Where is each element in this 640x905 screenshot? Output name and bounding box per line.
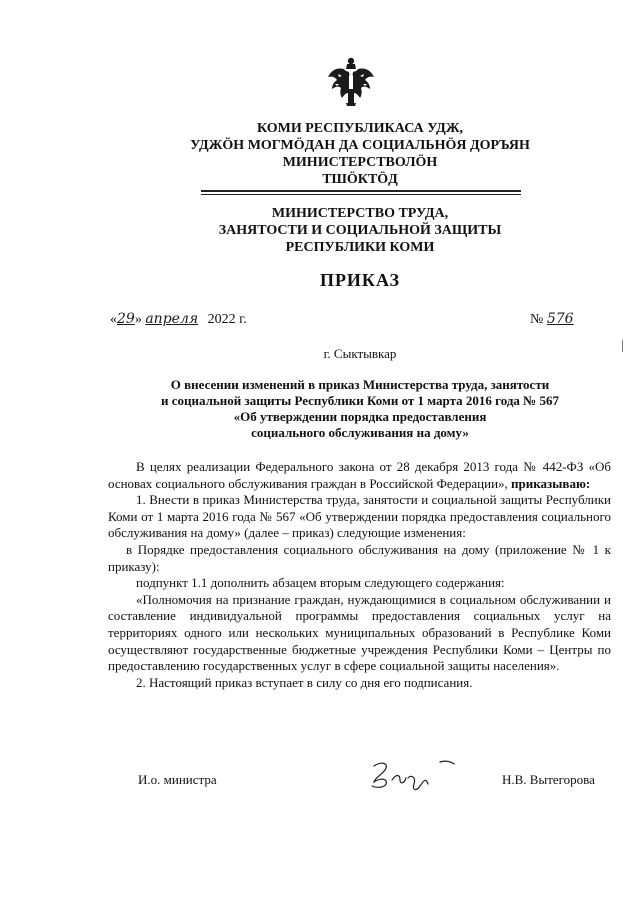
order-body: [108, 459, 611, 691]
paragraph-subitem: подпункт 1.1 дополнить абзацем вторым следующего содержания:: [136, 575, 505, 591]
header-ru-line3: РЕСПУБЛИКИ КОМИ: [285, 240, 435, 255]
header-komi-line3: МИНИСТЕРСТВОЛӦН: [282, 155, 438, 170]
header-ru-line2: ЗАНЯТОСТИ И СОЦИАЛЬНОЙ ЗАЩИТЫ: [218, 223, 502, 238]
paragraph-procedure: в Порядке предоставления социального обслуживания на дому (приложение № 1 к приказу):: [108, 541, 611, 574]
preamble-order-word: приказываю:: [511, 475, 591, 491]
signatory-name: Н.В. Вытегорова: [502, 772, 595, 787]
subject-line3: «Об утверждении порядка предоставления: [233, 409, 487, 424]
paragraph-item-2: 2. Настоящий приказ вступает в силу со дня его подписания.: [136, 674, 473, 690]
paragraph-quote: «Полномочия на признание граждан, нуждающимися в социальном обслуживании и составление индивидуальной программы предоставления социальных услуг на территориях одного или нескольких муниципальных образований в Республике Коми осуществляют государственные бюджетные учреждения Республики Коми – Центры по предоставлению государственных услуг в сфере социальной защиты населения».: [108, 591, 611, 674]
date-day: 29: [117, 311, 135, 327]
order-subject: [100, 377, 620, 441]
subject-line4: социального обслуживания на дому»: [251, 425, 469, 440]
header-divider-thick: [201, 190, 521, 192]
subject-line2: и социальной защиты Республики Коми от 1 марта 2016 года № 567: [160, 393, 559, 408]
paragraph-preamble: [108, 459, 611, 492]
order-title: ПРИКАЗ: [319, 270, 401, 290]
header-divider-thin: [201, 194, 521, 195]
scan-mark: [622, 340, 623, 352]
header-ru-line1: МИНИСТЕРСТВО ТРУДА,: [271, 206, 449, 221]
date-month: апреля: [145, 311, 199, 327]
city: г. Сыктывкар: [323, 346, 397, 361]
order-date: [110, 311, 247, 328]
date-year: 2022 г.: [207, 312, 247, 327]
date-open-quote: «: [110, 312, 117, 327]
handwritten-signature: [366, 756, 461, 796]
komi-coat-of-arms-icon: [326, 55, 376, 107]
preamble-text: В целях реализации Федерального закона от 28 декабря 2013 года № 442-ФЗ «Об основах социального обслуживания граждан в Российской Федерации»,: [108, 459, 611, 491]
header-komi-line2: УДЖӦН МОГМӦДАН ДА СОЦИАЛЬНӦЯ ДОРЪЯН: [190, 138, 530, 153]
paragraph-item-1: 1. Внести в приказ Министерства труда, занятости и социальной защиты Республики Коми от 1 марта 2016 года № 567 «Об утверждении порядка предоставления социального обслуживания на дому» (далее – приказ) следующие изменения:: [108, 492, 611, 541]
signatory-position: И.о. министра: [138, 772, 217, 787]
number-value: 576: [546, 311, 574, 327]
header-komi-line4: ТШӦКТӦД: [322, 172, 398, 187]
order-number: [530, 311, 574, 328]
header-komi: [120, 120, 600, 188]
subject-line1: О внесении изменений в приказ Министерства труда, занятости: [170, 377, 550, 392]
number-prefix: №: [530, 312, 544, 327]
date-close-quote: »: [134, 312, 142, 327]
header-komi-line1: КОМИ РЕСПУБЛИКАСА УДЖ,: [256, 121, 464, 136]
header-russian: [120, 205, 600, 256]
